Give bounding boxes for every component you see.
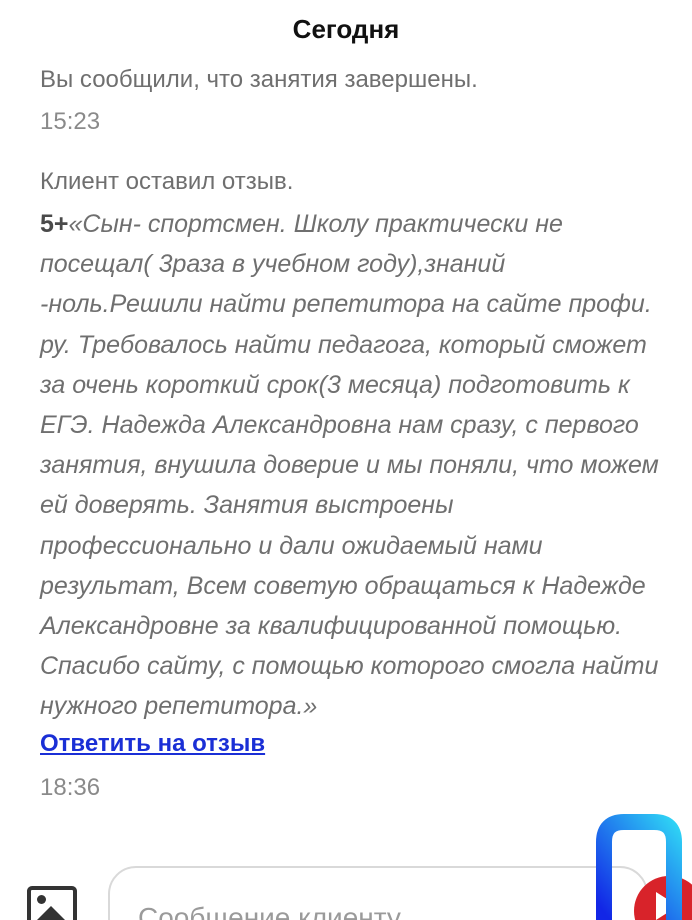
review-text: «Сын- спортсмен. Школу практически не посещал( 3раза в учебном году),знаний -ноль.Решили найти репетитора на сайте профи. ру. Требовалось найти педагога, который сможет за очень короткий срок(3 месяца) подготовить к ЕГЭ. Надежда Александровна нам сразу, с первого занятия, внушила доверие и мы поняли, что можем ей доверять. Занятия выстроены профессионально и дали ожидаемый нами результат, Всем советую обращаться к Надежде Александровне за квалифицированной помощью. Спасибо сайту, с помощью которого смогла найти нужного репетитора.»: [40, 210, 659, 721]
message-composer: [0, 850, 692, 920]
system-message-lessons-completed: Вы сообщили, что занятия завершены.: [40, 66, 478, 93]
image-icon-mountain: [35, 906, 67, 920]
client-review: [40, 204, 670, 727]
image-icon[interactable]: [27, 886, 77, 920]
image-icon-sun: [37, 895, 46, 904]
review-rating: 5+: [40, 210, 69, 238]
reply-to-review-link[interactable]: Ответить на отзыв: [40, 730, 266, 757]
system-message-review-left: Клиент оставил отзыв.: [40, 168, 294, 195]
message-timestamp: 15:23: [40, 108, 101, 135]
message-timestamp: 18:36: [40, 774, 101, 801]
message-input[interactable]: [108, 866, 648, 920]
day-separator: Сегодня: [292, 14, 400, 44]
profi-logo-icon[interactable]: [594, 812, 684, 920]
